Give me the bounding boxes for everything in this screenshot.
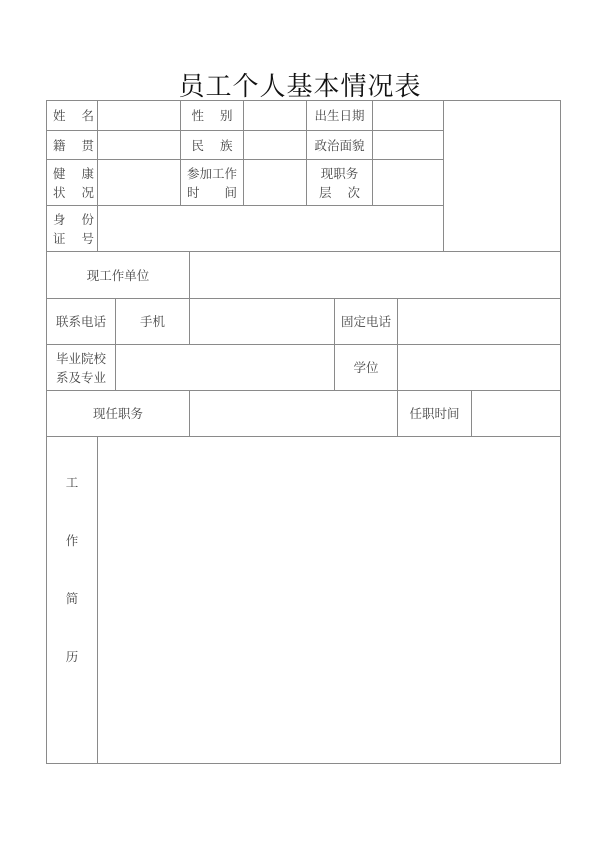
political-status-field[interactable] bbox=[372, 130, 444, 160]
label-id-line1: 身 份 bbox=[53, 211, 94, 227]
label-id-line2: 证 号 bbox=[53, 230, 94, 246]
mobile-field[interactable] bbox=[189, 298, 335, 345]
label-current-position: 现任职务 bbox=[46, 390, 190, 437]
label-health bbox=[46, 159, 98, 206]
label-political-status: 政治面貌 bbox=[306, 130, 373, 160]
label-work-start-line1: 参加工作 bbox=[186, 165, 237, 181]
gender-field[interactable] bbox=[243, 100, 307, 131]
label-resume-char: 历 bbox=[65, 649, 79, 664]
label-mobile: 手机 bbox=[115, 298, 190, 345]
work-start-field[interactable] bbox=[243, 159, 307, 206]
label-appointment-time: 任职时间 bbox=[397, 390, 472, 437]
label-name: 姓 名 bbox=[46, 100, 98, 131]
name-field[interactable] bbox=[97, 100, 181, 131]
id-number-field[interactable] bbox=[97, 205, 444, 252]
label-degree: 学位 bbox=[334, 344, 398, 391]
school-major-field[interactable] bbox=[115, 344, 335, 391]
page-title: 员工个人基本情况表 bbox=[178, 72, 422, 102]
label-school-line1: 毕业院校 bbox=[55, 350, 106, 366]
current-employer-field[interactable] bbox=[189, 251, 561, 299]
label-landline: 固定电话 bbox=[334, 298, 398, 345]
position-level-field[interactable] bbox=[372, 159, 444, 206]
label-position-level-line1: 现职务 bbox=[320, 165, 359, 181]
label-contact-phone: 联系电话 bbox=[46, 298, 116, 345]
label-id-number bbox=[46, 205, 98, 252]
label-resume-char: 作 bbox=[65, 533, 79, 548]
label-birth-date: 出生日期 bbox=[306, 100, 373, 131]
ethnicity-field[interactable] bbox=[243, 130, 307, 160]
label-gender: 性 别 bbox=[180, 100, 244, 131]
label-work-resume bbox=[46, 436, 98, 764]
label-work-start bbox=[180, 159, 244, 206]
work-resume-field[interactable] bbox=[97, 436, 561, 764]
native-place-field[interactable] bbox=[97, 130, 181, 160]
label-school-line2: 系及专业 bbox=[55, 369, 106, 385]
label-resume-char: 简 bbox=[65, 591, 79, 606]
photo-cell[interactable] bbox=[443, 100, 561, 252]
appointment-time-field[interactable] bbox=[471, 390, 561, 437]
label-ethnicity: 民 族 bbox=[180, 130, 244, 160]
health-field[interactable] bbox=[97, 159, 181, 206]
landline-field[interactable] bbox=[397, 298, 561, 345]
birth-date-field[interactable] bbox=[372, 100, 444, 131]
degree-field[interactable] bbox=[397, 344, 561, 391]
label-current-employer: 现工作单位 bbox=[46, 251, 190, 299]
label-health-line2: 状 况 bbox=[53, 184, 94, 200]
label-health-line1: 健 康 bbox=[53, 165, 94, 181]
label-position-level-line2: 层 次 bbox=[319, 184, 360, 200]
label-work-start-line2: 时 间 bbox=[186, 184, 237, 200]
label-school-major bbox=[46, 344, 116, 391]
label-position-level bbox=[306, 159, 373, 206]
label-native-place: 籍 贯 bbox=[46, 130, 98, 160]
label-resume-char: 工 bbox=[65, 475, 79, 490]
current-position-field[interactable] bbox=[189, 390, 398, 437]
